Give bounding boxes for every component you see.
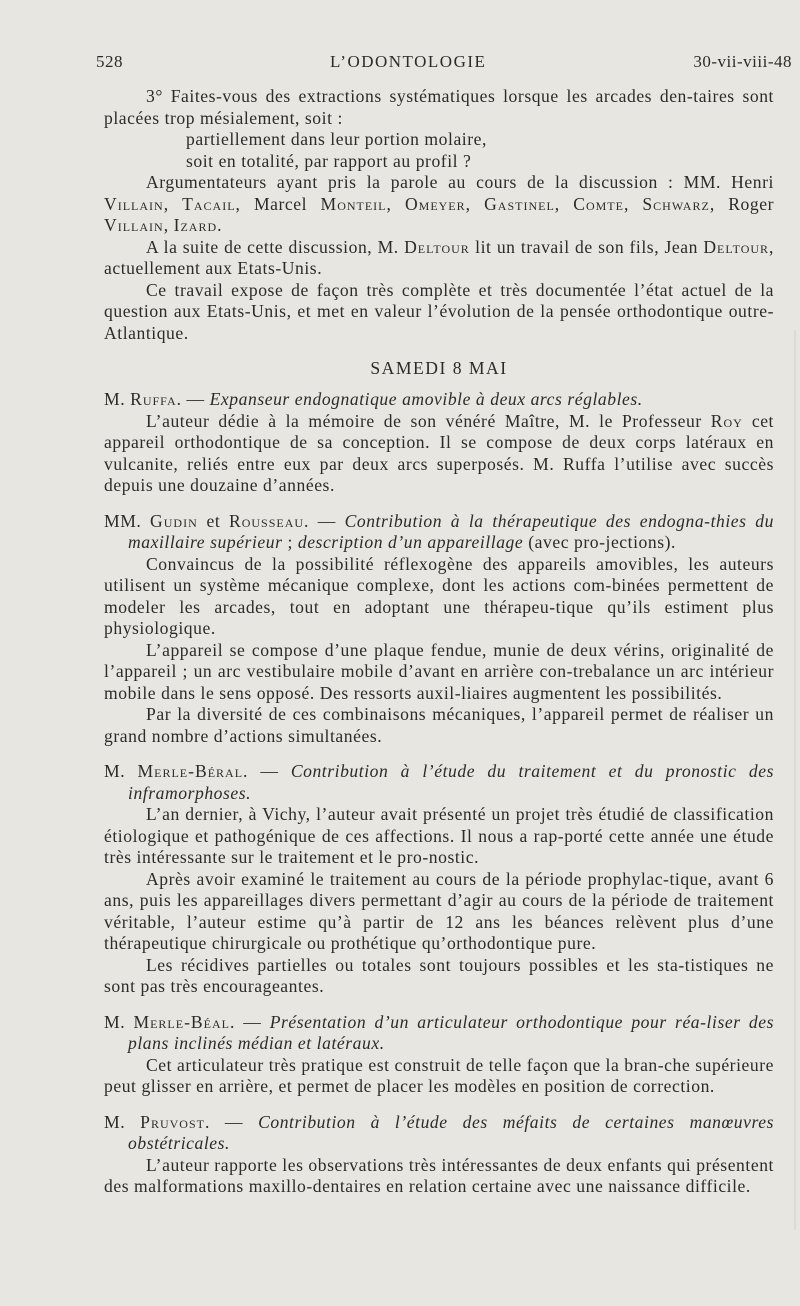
author-name: Omeyer xyxy=(404,193,466,214)
separator: , Marcel xyxy=(235,193,321,214)
separator: , xyxy=(163,193,183,214)
entry-title: description d’un appareillage xyxy=(297,532,524,552)
travail-paragraph: Ce travail expose de façon très complète et très documentée l’état actuel de la question aux Etats-Unis, et met en valeur l’évolution de la pensée orthodontique outre-Atlantique. xyxy=(104,279,774,343)
author-name: Roy xyxy=(710,410,743,431)
entry-prefix: M. xyxy=(104,1111,141,1132)
author-name: Gudin xyxy=(150,510,198,531)
author-name: Izard xyxy=(173,215,218,235)
author-name: Merle-Béal xyxy=(133,1011,230,1032)
separator: . — xyxy=(243,761,291,781)
separator: , xyxy=(554,193,574,214)
question-3-option-b: soit en totalité, par rapport au profil ? xyxy=(186,150,472,171)
author-name: Villain xyxy=(104,215,164,235)
author-name: Ruffa xyxy=(130,389,177,409)
text-run: cet appareil orthodontique de sa conception. Il se compose de deux corps latéraux en vulcanite, reliés entre eux par deux arcs superposés. M. Ruffa l’utilise avec succès depuis une douzaine d’années. xyxy=(104,410,774,495)
author-name: Schwarz xyxy=(642,193,710,214)
separator: . — xyxy=(176,389,210,409)
separator: . — xyxy=(230,1011,270,1032)
journal-title: L’ODONTOLOGIE xyxy=(329,52,487,71)
entry-merle-beral-body-2: Après avoir examiné le traitement au cours de la période prophylac-tique, avant 6 ans, puis les appareillages divers permettant d’agir au cours de la période de traitement véritable, l’auteur estime qu’à partir de 12 ans les béances relèvent plus d’une thérapeutique chirurgicale ou prothétique qu’orthodontique pure. xyxy=(104,868,774,953)
author-name: Pruvost xyxy=(140,1111,205,1132)
author-name: Gastinel xyxy=(484,193,555,214)
running-header xyxy=(96,52,792,72)
separator: , xyxy=(465,193,485,214)
separator: . xyxy=(217,215,223,235)
separator: , xyxy=(623,193,643,214)
section-heading: SAMEDI 8 MAI xyxy=(370,358,508,378)
separator: . — xyxy=(204,1111,259,1132)
argumentateurs-paragraph xyxy=(104,172,774,237)
author-name: Villain xyxy=(104,193,164,214)
text-run: A la suite de cette discussion, M. xyxy=(146,236,405,257)
entry-ruffa-title xyxy=(104,389,774,411)
separator: , xyxy=(386,193,405,214)
entry-pruvost-body: L’auteur rapporte les observations très intéressantes de deux enfants qui présentent des malformations maxillo-dentaires en relation certaine avec une naissance difficile. xyxy=(104,1154,774,1196)
text-run: L’auteur dédie à la mémoire de son vénéré Maître, M. le Professeur xyxy=(146,410,711,431)
author-name: Tacail xyxy=(182,193,236,214)
entry-prefix: M. xyxy=(104,389,131,409)
text-run: lit un travail de son fils, Jean xyxy=(469,236,704,257)
text-run: (avec pro-jections). xyxy=(523,532,676,552)
entry-title: Expanseur endognatique amovible à deux arcs réglables. xyxy=(209,389,643,409)
author-name: Monteil xyxy=(320,193,387,214)
entry-merle-beral-body-3: Les récidives partielles ou totales sont toujours possibles et les sta-tistiques ne sont pas très encourageantes. xyxy=(104,954,774,996)
question-3-option-a: partiellement dans leur portion molaire, xyxy=(186,129,487,149)
entry-prefix: M. xyxy=(104,761,138,781)
entry-gudin-body-2: L’appareil se compose d’une plaque fendue, munie de deux vérins, originalité de l’appareil ; un arc vestibulaire mobile d’avant en arrière con-trebalance un arc intérieur mobile dans le sens opposé. Des ressorts auxil-liaires augmentent les possibilités. xyxy=(104,639,774,703)
entry-title: Contribution à l’étude des méfaits de certaines manœuvres obstétricales. xyxy=(128,1111,775,1153)
author-name: Rousseau xyxy=(228,510,305,531)
entry-prefix: M. xyxy=(104,1011,134,1032)
separator: et xyxy=(197,510,229,531)
entry-ruffa-body xyxy=(104,411,774,497)
entry-prefix: MM. xyxy=(104,510,151,531)
separator: ; xyxy=(282,532,298,552)
entry-title: Contribution à l’étude du traitement et du pronostic des inframorphoses. xyxy=(128,761,774,803)
entry-title: Contribution à la thérapeutique des endogna-thies du maxillaire supérieur xyxy=(128,510,774,552)
entry-title: Présentation d’un articulateur orthodontique pour réa-liser des plans inclinés médian et latéraux. xyxy=(128,1011,774,1053)
text-run: , actuellement aux Etats-Unis. xyxy=(104,236,774,278)
entry-pruvost-title xyxy=(104,1112,774,1155)
deltour-paragraph xyxy=(104,237,774,280)
entry-merle-beal-body: Cet articulateur très pratique est construit de telle façon que la bran-che supérieure peut glisser en arrière, et permet de placer les modèles en position de correction. xyxy=(104,1054,774,1096)
separator: . — xyxy=(304,510,345,531)
author-name: Comte xyxy=(573,193,624,214)
argumentateurs-lead: Argumentateurs ayant pris la parole au cours de la discussion : MM. Henri xyxy=(146,172,774,192)
entry-gudin-title xyxy=(104,511,774,554)
separator: , xyxy=(163,215,174,235)
author-name: Deltour xyxy=(404,236,470,257)
entry-gudin-body-3: Par la diversité de ces combinaisons mécaniques, l’appareil permet de réaliser un grand nombre d’actions simultanées. xyxy=(104,704,774,746)
page-number: 528 xyxy=(96,52,123,71)
entry-merle-beral-title xyxy=(104,761,774,804)
separator: , Roger xyxy=(709,193,774,214)
issue-date: 30-vii-viii-48 xyxy=(693,52,792,71)
entry-gudin-body-1: Convaincus de la possibilité réflexogène des appareils amovibles, les auteurs utilisent un système mécanique complexe, dont les actions com-binées permettent de modeler les arcades, tout en adoptant une thérapeu-tique qu’ils estiment plus physiologique. xyxy=(104,553,774,638)
question-3: 3° Faites-vous des extractions systématiques lorsque les arcades den-taires sont placées trop mésialement, soit : xyxy=(104,86,774,128)
author-name: Merle-Béral xyxy=(137,761,244,781)
author-name: Deltour xyxy=(703,236,770,257)
entry-merle-beral-body-1: L’an dernier, à Vichy, l’auteur avait présenté un projet très étudié de classification étiologique et pathogénique de ces affections. Il nous a rap-porté cette année une étude très intéressante sur le traitement et le pro-nostic. xyxy=(104,804,774,867)
page-edge-shadow xyxy=(794,330,796,1230)
entry-merle-beal-title xyxy=(104,1012,774,1055)
